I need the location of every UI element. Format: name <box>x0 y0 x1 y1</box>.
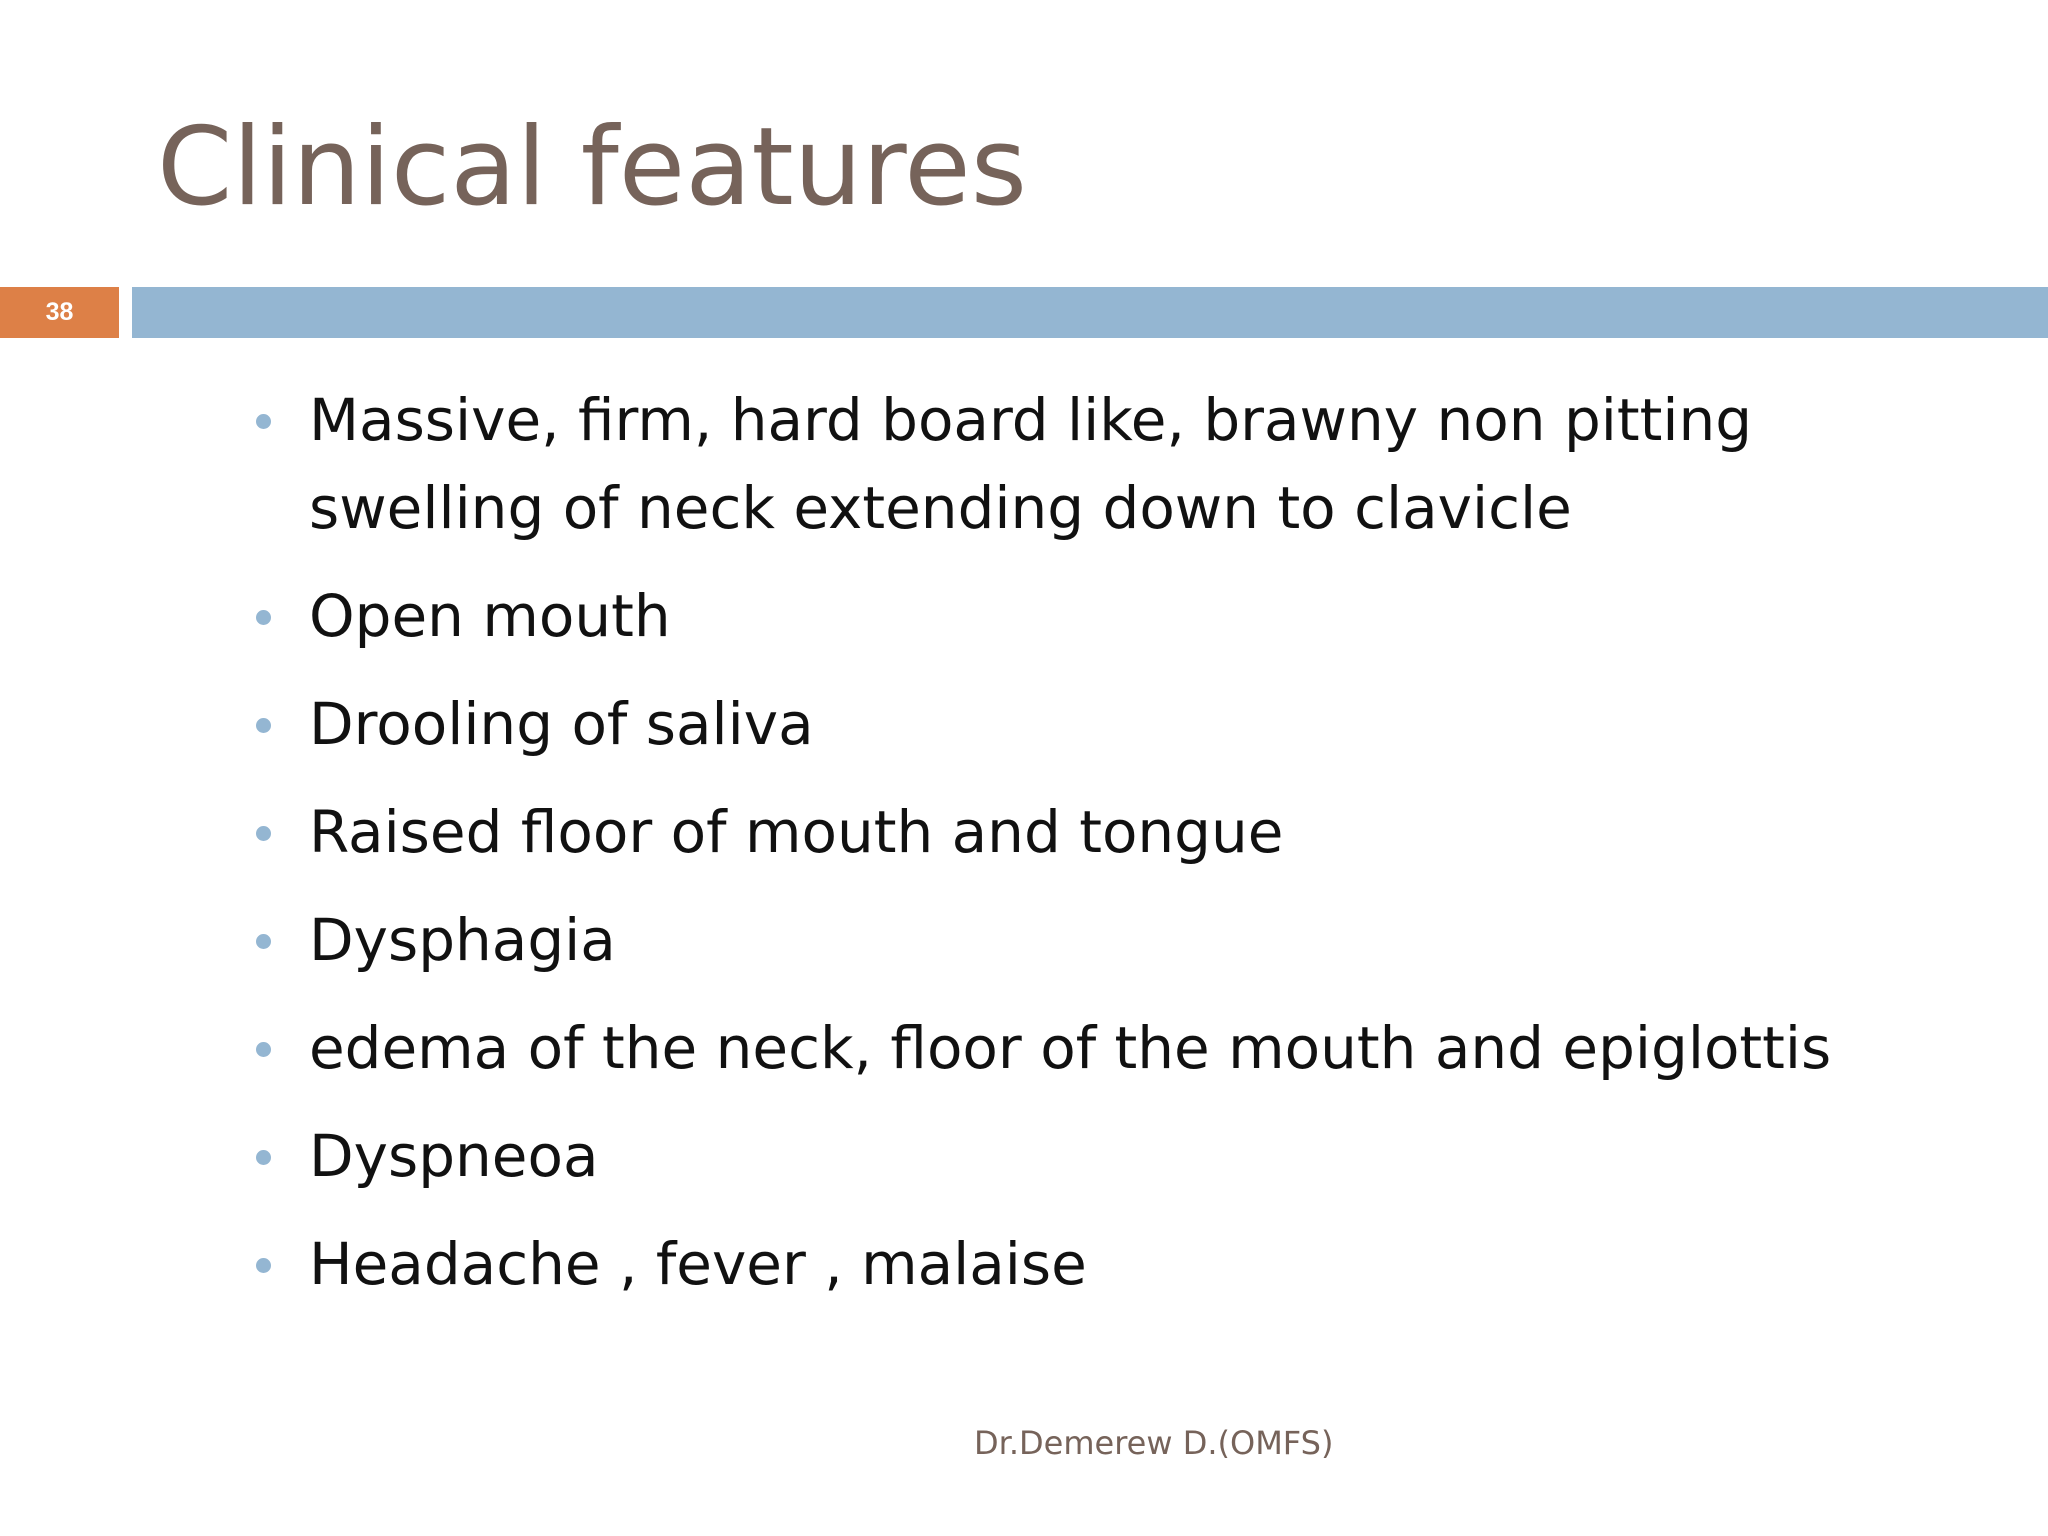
bullet-dot-icon <box>256 1258 271 1273</box>
bullet-text: edema of the neck, floor of the mouth and epiglottis <box>309 1014 1832 1082</box>
footer-author: Dr.Demerew D.(OMFS) <box>974 1424 1334 1462</box>
bullet-item <box>250 1220 1890 1308</box>
header-bar <box>132 287 2048 338</box>
bullet-item <box>250 572 1890 660</box>
bullet-dot-icon <box>256 1042 271 1057</box>
bullet-dot-icon <box>256 718 271 733</box>
bullet-item <box>250 896 1890 984</box>
slide-number-badge <box>0 287 119 338</box>
bullet-item <box>250 788 1890 876</box>
bullet-text: Open mouth <box>309 582 671 650</box>
bullet-text: Dysphagia <box>309 906 616 974</box>
bullet-text: Drooling of saliva <box>309 690 814 758</box>
bullet-text: Raised floor of mouth and tongue <box>309 798 1284 866</box>
bullet-dot-icon <box>256 826 271 841</box>
slide-number: 38 <box>45 298 74 326</box>
bullet-text: Headache , fever , malaise <box>309 1230 1087 1298</box>
bullet-list <box>250 376 1890 1328</box>
bullet-dot-icon <box>256 934 271 949</box>
bullet-dot-icon <box>256 610 271 625</box>
bullet-item <box>250 376 1890 552</box>
bullet-dot-icon <box>256 414 271 429</box>
bullet-text: Dyspneoa <box>309 1122 599 1190</box>
bullet-dot-icon <box>256 1150 271 1165</box>
bullet-text: Massive, firm, hard board like, brawny non pitting swelling of neck extending down to clavicle <box>309 386 1753 542</box>
bullet-item <box>250 1112 1890 1200</box>
bullet-item <box>250 680 1890 768</box>
slide-title: Clinical features <box>157 105 1027 230</box>
bullet-item <box>250 1004 1890 1092</box>
